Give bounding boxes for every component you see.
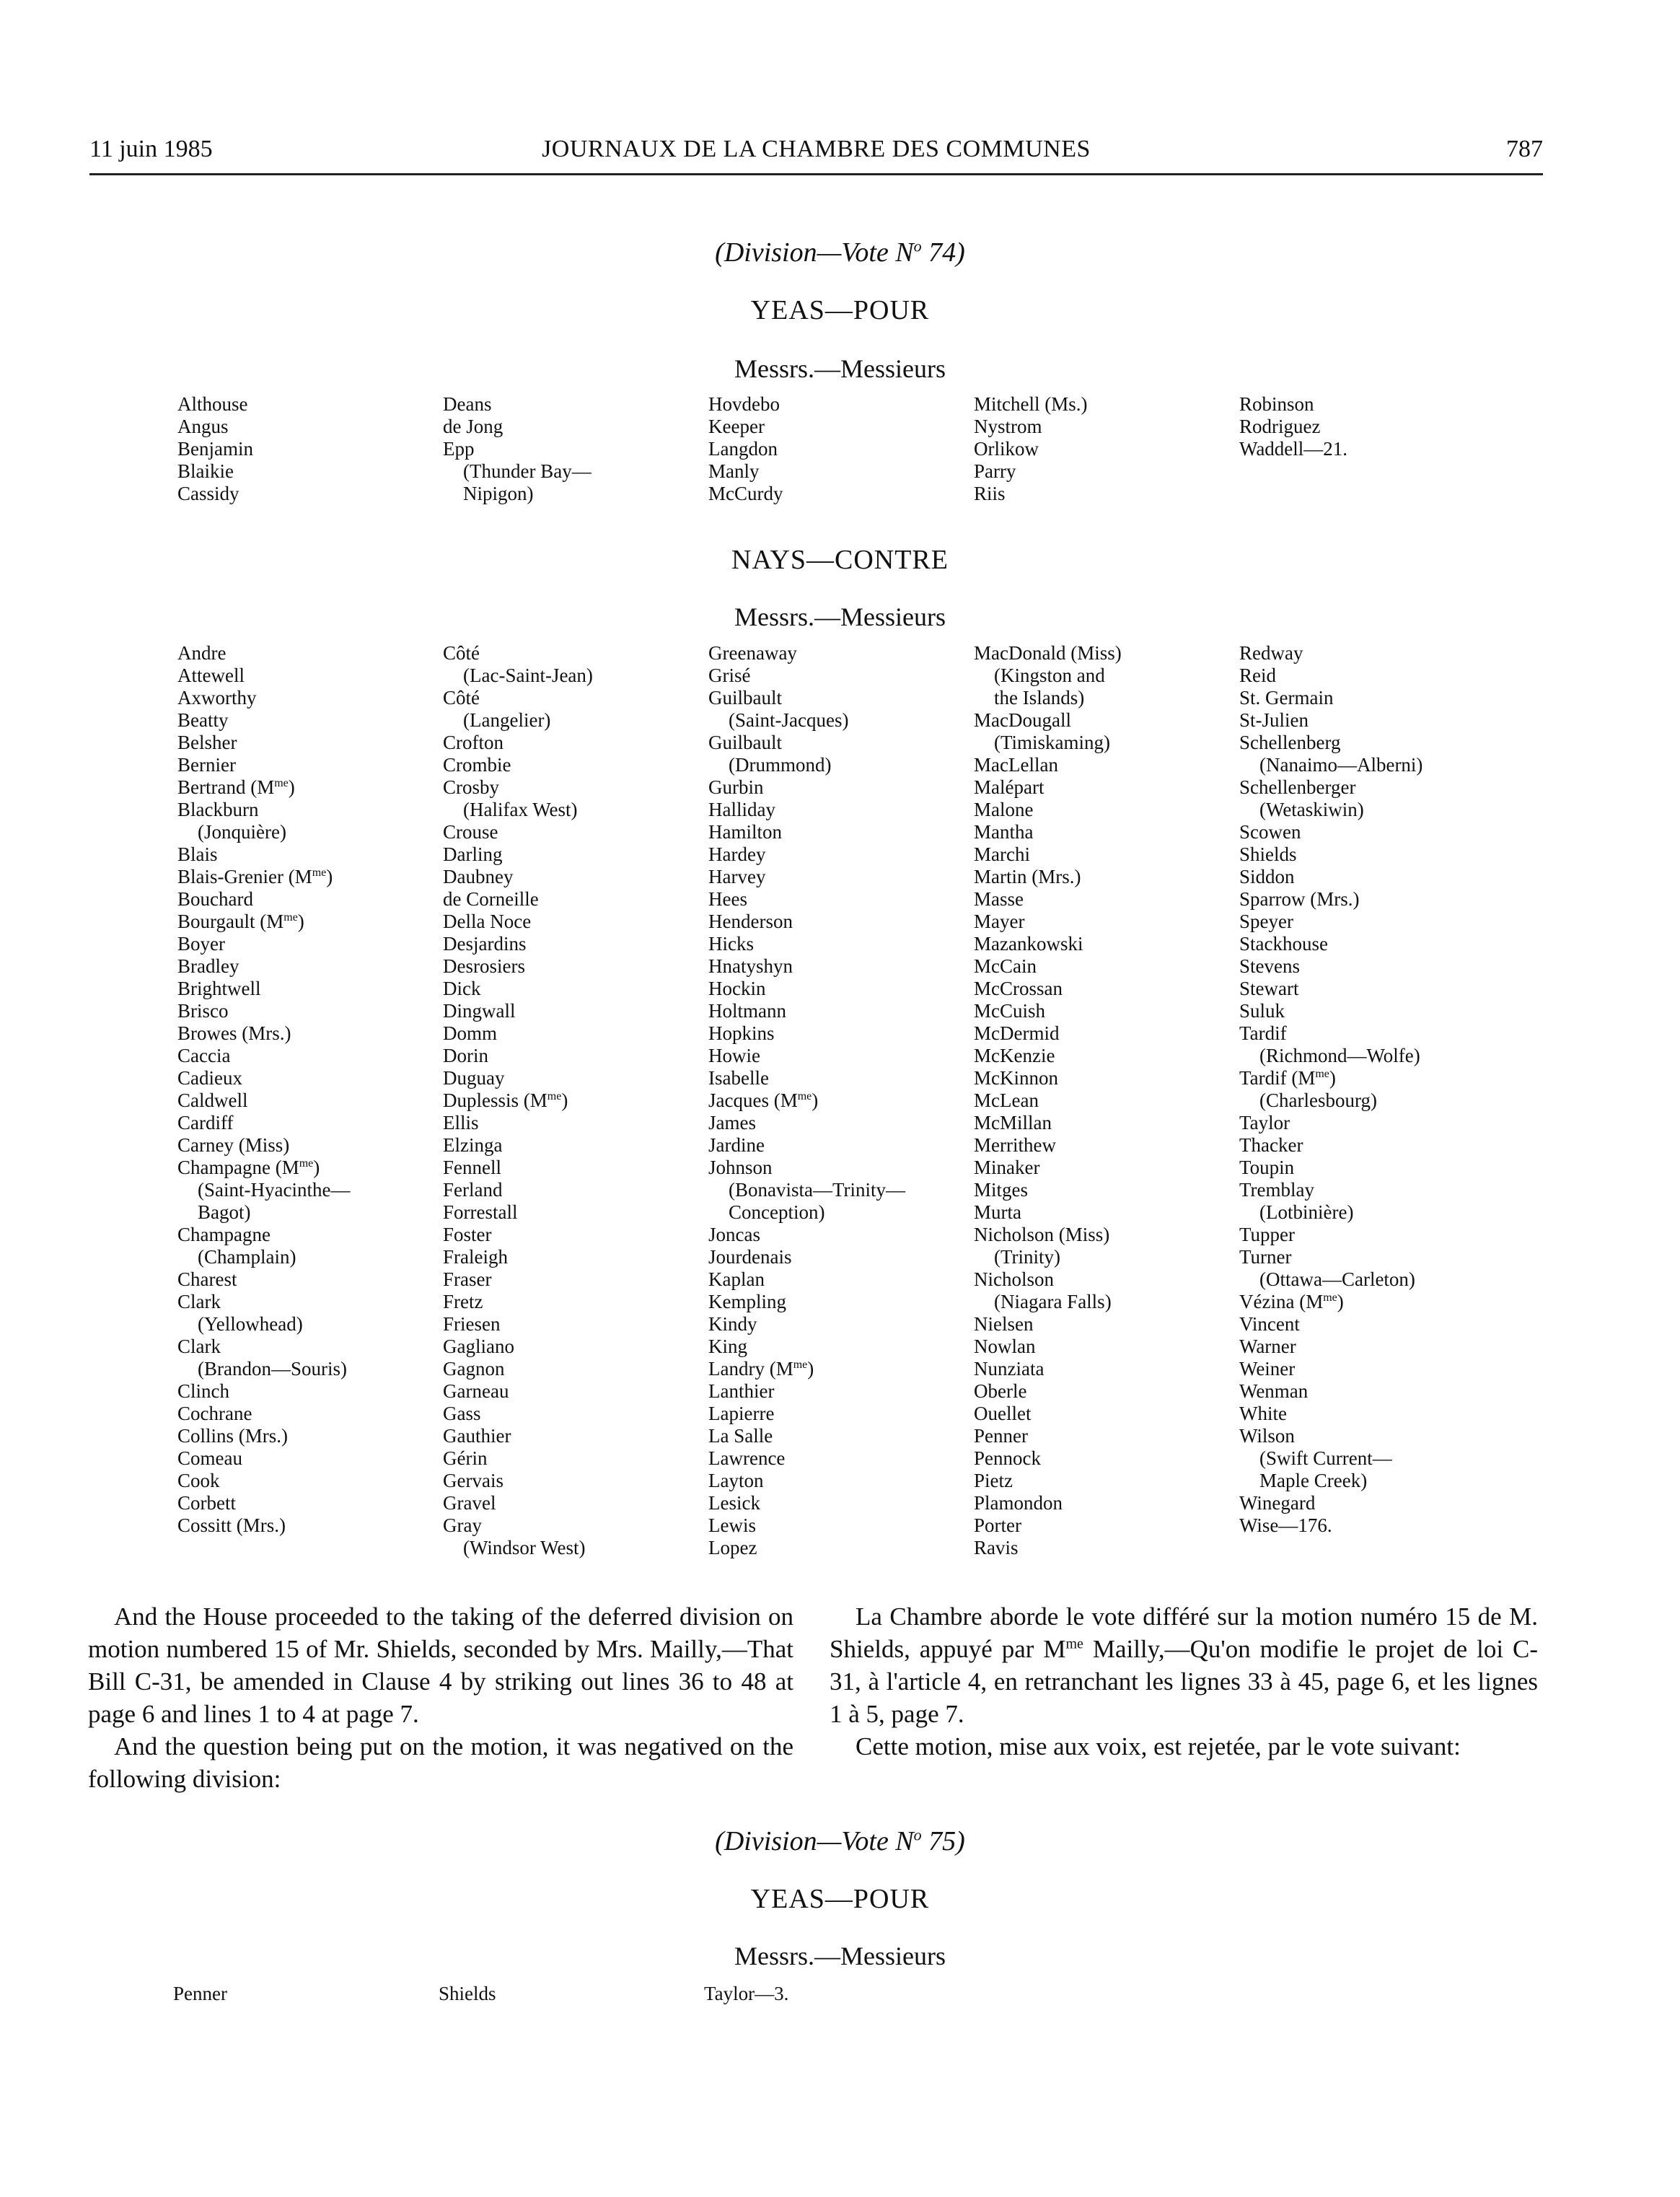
name-entry: Nipigon) — [463, 483, 534, 504]
name-entry: (Trinity) — [994, 1246, 1061, 1268]
name-entry: Bouchard — [177, 888, 253, 910]
name-entry: Fraleigh — [443, 1246, 508, 1268]
name-entry: Gervais — [443, 1470, 503, 1491]
name-entry: Althouse — [177, 393, 248, 415]
name-entry: Reid — [1239, 665, 1276, 686]
name-entry: (Brandon—Souris) — [198, 1358, 347, 1380]
name-entry: (Halifax West) — [463, 799, 578, 820]
name-entry: Greenaway — [708, 642, 797, 664]
name-entry: Duplessis $(M^{me})$ — [443, 1089, 568, 1111]
name-entry: Ferland — [443, 1179, 503, 1201]
name-entry: Joncas — [708, 1224, 760, 1245]
name-entry: Bernier — [177, 754, 236, 776]
name-entry: White — [1239, 1403, 1287, 1424]
name-entry: Oberle — [974, 1380, 1027, 1402]
name-entry: Clark — [177, 1336, 221, 1357]
name-entry: Deans — [443, 393, 492, 415]
name-entry: Domm — [443, 1022, 498, 1044]
name-entry: Layton — [708, 1470, 764, 1491]
name-entry: Murta — [974, 1201, 1021, 1223]
name-entry: McCurdy — [708, 483, 783, 504]
name-entry: (Timiskaming) — [994, 732, 1111, 753]
name-entry: Ravis — [974, 1537, 1019, 1558]
name-entry: Cassidy — [177, 483, 239, 504]
name-entry: Gagliano — [443, 1336, 514, 1357]
name-entry: Schellenberg — [1239, 732, 1341, 753]
name-entry: Suluk — [1239, 1000, 1285, 1022]
header-title: JOURNAUX DE LA CHAMBRE DES COMMUNES — [542, 136, 1091, 162]
name-entry: Browes (Mrs.) — [177, 1022, 291, 1044]
name-entry: Robinson — [1239, 393, 1314, 415]
name-entry: Comeau — [177, 1447, 242, 1469]
name-entry: McKenzie — [974, 1045, 1055, 1066]
name-entry: Nystrom — [974, 416, 1042, 437]
name-column — [974, 393, 1239, 505]
name-entry: Bradley — [177, 955, 239, 977]
name-entry: Halliday — [708, 799, 775, 820]
name-entry: Maple Creek) — [1259, 1470, 1368, 1491]
name-entry: Sparrow (Mrs.) — [1239, 888, 1360, 910]
name-entry: Harvey — [708, 866, 766, 887]
name-entry: Collins (Mrs.) — [177, 1425, 289, 1447]
name-entry: Crofton — [443, 732, 503, 753]
name-entry: Duguay — [443, 1067, 505, 1089]
name-entry: (Yellowhead) — [198, 1313, 303, 1335]
name-entry: Mitchell (Ms.) — [974, 393, 1088, 415]
name-entry: Landry $(M^{me})$ — [708, 1358, 814, 1380]
nays-heading-74: NAYS—CONTRE — [731, 545, 949, 575]
name-entry: Porter — [974, 1514, 1021, 1536]
name-entry: Parry — [974, 460, 1016, 482]
name-entry: McCrossan — [974, 978, 1063, 999]
name-entry: Crouse — [443, 821, 498, 843]
name-column — [177, 642, 443, 1559]
name-column — [708, 642, 974, 1559]
name-entry: Stevens — [1239, 955, 1300, 977]
name-entry: Blais-Grenier $(M^{me})$ — [177, 866, 333, 887]
name-entry: Foster — [443, 1224, 492, 1245]
name-entry: Tupper — [1239, 1224, 1296, 1245]
name-entry: (Charlesbourg) — [1259, 1089, 1377, 1111]
name-entry: Winegard — [1239, 1492, 1316, 1514]
name-entry: Beatty — [177, 709, 229, 731]
name-entry: Martin (Mrs.) — [974, 866, 1081, 887]
name-entry: Belsher — [177, 732, 237, 753]
name-entry: (Lotbinière) — [1259, 1201, 1354, 1223]
name-entry: Wenman — [1239, 1380, 1309, 1402]
name-entry: Gravel — [443, 1492, 496, 1514]
name-entry: Ouellet — [974, 1403, 1032, 1424]
name-entry: Lewis — [708, 1514, 756, 1536]
name-entry: Taylor — [1239, 1112, 1290, 1133]
name-entry: (Nanaimo—Alberni) — [1259, 754, 1423, 776]
name-entry: McDermid — [974, 1022, 1060, 1044]
name-entry: Bagot) — [198, 1201, 251, 1223]
name-entry: Caccia — [177, 1045, 231, 1066]
page-header — [89, 136, 1543, 175]
name-entry: Conception) — [729, 1201, 825, 1223]
name-entry: Blais — [177, 843, 218, 865]
name-entry: Riis — [974, 483, 1006, 504]
name-entry: Darling — [443, 843, 503, 865]
name-entry: Champagne — [177, 1224, 271, 1245]
name-entry: Côté — [443, 642, 480, 664]
name-entry: (Saint-Hyacinthe— — [198, 1179, 351, 1201]
name-entry: McCain — [974, 955, 1037, 977]
name-entry: Shields — [1239, 843, 1297, 865]
name-entry: Côté — [443, 687, 480, 709]
name-entry: de Corneille — [443, 888, 539, 910]
name-entry: McKinnon — [974, 1067, 1058, 1089]
name-entry: Hovdebo — [708, 393, 780, 415]
name-entry: Howie — [708, 1045, 760, 1066]
english-paragraph-1: And the House proceeded to the taking of the deferred division on motion numbered 15 of Mr. Shields, seconded by Mrs. Mailly,—That Bill C-31, be amended in Clause 4 by striking out lines 36 to 48 at page 6 and lines 1 to 4 at page 7. — [88, 1602, 793, 1728]
name-entry: Gray — [443, 1514, 482, 1536]
name-entry: Mayer — [974, 911, 1025, 932]
name-entry: Mazankowski — [974, 933, 1083, 955]
name-entry: Champagne $(M^{me})$ — [177, 1157, 320, 1178]
name-entry: MacDougall — [974, 709, 1071, 731]
name-entry: Isabelle — [708, 1067, 769, 1089]
name-entry: Brightwell — [177, 978, 261, 999]
name-entry: Nicholson — [974, 1268, 1054, 1290]
name-column — [1239, 642, 1505, 1559]
name-entry: Benjamin — [177, 438, 253, 460]
name-entry: Nielsen — [974, 1313, 1034, 1335]
name-entry: the Islands) — [994, 687, 1085, 709]
name-entry: Lawrence — [708, 1447, 786, 1469]
name-entry: Carney (Miss) — [177, 1134, 290, 1156]
name-entry: Andre — [177, 642, 227, 664]
name-entry: Speyer — [1239, 911, 1293, 932]
name-entry: Nunziata — [974, 1358, 1044, 1380]
name-entry: Gagnon — [443, 1358, 505, 1380]
name-entry: Orlikow — [974, 438, 1039, 460]
name-entry: (Niagara Falls) — [994, 1291, 1112, 1312]
name-entry: Caldwell — [177, 1089, 248, 1111]
name-entry: (Windsor West) — [463, 1537, 586, 1558]
name-entry: Masse — [974, 888, 1024, 910]
yeas-74-list — [177, 393, 1519, 505]
name-entry: (Ottawa—Carleton) — [1259, 1268, 1415, 1290]
name-entry: Rodriguez — [1239, 416, 1321, 437]
name-entry: Malépart — [974, 776, 1044, 798]
name-column — [443, 393, 708, 505]
name-entry: Boyer — [177, 933, 225, 955]
name-entry: Crosby — [443, 776, 500, 798]
name-entry: Johnson — [708, 1157, 773, 1178]
name-entry: Cadieux — [177, 1067, 242, 1089]
name-entry: Redway — [1239, 642, 1303, 664]
name-entry: Dingwall — [443, 1000, 516, 1022]
name-entry: Charest — [177, 1268, 237, 1290]
name-entry: Desrosiers — [443, 955, 525, 977]
name-entry: Desjardins — [443, 933, 527, 955]
yeas-heading-74: YEAS—POUR — [750, 295, 930, 325]
name-entry: McMillan — [974, 1112, 1052, 1133]
yeas-messrs-74: Messrs.—Messieurs — [734, 354, 946, 383]
name-entry: Angus — [177, 416, 229, 437]
name-entry: Crombie — [443, 754, 511, 776]
name-column — [708, 393, 974, 505]
name-entry: Taylor—3. — [704, 1983, 789, 2004]
english-paragraph-2: And the question being put on the motion, it was negatived on the following division: — [88, 1732, 793, 1793]
name-entry: de Jong — [443, 416, 503, 437]
name-entry: Brisco — [177, 1000, 229, 1022]
name-entry: Lesick — [708, 1492, 760, 1514]
name-entry: Cochrane — [177, 1403, 252, 1424]
name-entry: (Drummond) — [729, 754, 832, 776]
name-entry: Tardif — [1239, 1022, 1287, 1044]
name-entry: Guilbault — [708, 732, 782, 753]
name-entry: Clark — [177, 1291, 221, 1312]
name-entry: (Swift Current— — [1259, 1447, 1392, 1469]
name-entry: Hardey — [708, 843, 766, 865]
french-paragraph-2: Cette motion, mise aux voix, est rejetée, par le vote suivant: — [856, 1732, 1461, 1760]
name-entry: (Champlain) — [198, 1246, 296, 1268]
name-entry: Hopkins — [708, 1022, 775, 1044]
name-entry: (Richmond—Wolfe) — [1259, 1045, 1420, 1066]
name-entry: Kempling — [708, 1291, 786, 1312]
name-entry: Blackburn — [177, 799, 259, 820]
name-entry: Stewart — [1239, 978, 1299, 999]
name-entry: Mitges — [974, 1179, 1029, 1201]
name-entry: Clinch — [177, 1380, 229, 1402]
name-entry: McLean — [974, 1089, 1039, 1111]
name-entry: Weiner — [1239, 1358, 1296, 1380]
name-entry: Hicks — [708, 933, 754, 955]
name-entry: La Salle — [708, 1425, 773, 1447]
name-column — [1239, 393, 1505, 505]
name-entry: Wilson — [1239, 1425, 1295, 1447]
name-entry: Turner — [1239, 1246, 1292, 1268]
name-entry: (Wetaskiwin) — [1259, 799, 1364, 820]
name-entry: Waddell—21. — [1239, 438, 1348, 460]
name-entry: Hockin — [708, 978, 766, 999]
name-entry: Manly — [708, 460, 760, 482]
name-entry: Vézina $(M^{me})$ — [1239, 1291, 1344, 1312]
division-74-title: (Division—Vote $N^o$ 74) — [715, 237, 965, 268]
name-entry: Penner — [974, 1425, 1028, 1447]
name-entry: (Thunder Bay— — [463, 460, 591, 482]
name-entry: McCuish — [974, 1000, 1046, 1022]
name-entry: Dick — [443, 978, 481, 999]
name-entry: Jardine — [708, 1134, 765, 1156]
name-entry: Vincent — [1239, 1313, 1300, 1335]
name-entry: Siddon — [1239, 866, 1295, 887]
name-entry: Cossitt (Mrs.) — [177, 1514, 286, 1536]
name-entry: Minaker — [974, 1157, 1040, 1178]
french-paragraph-1: La Chambre aborde le vote différé sur la motion numéro 15 de M. Shields, appuyé par $M^{me}$ Mailly,—Qu'on modifie le projet de loi C-31, à l'article 4, en retranchant les lignes 33 à 45, page 6, et les lignes 1 à 5, page 7. — [830, 1602, 1538, 1728]
name-entry: Mantha — [974, 821, 1034, 843]
name-entry: Attewell — [177, 665, 245, 686]
name-entry: Hees — [708, 888, 747, 910]
name-entry: St. Germain — [1239, 687, 1334, 709]
name-entry: MacDonald (Miss) — [974, 642, 1122, 664]
page-number: 787 — [1506, 136, 1543, 162]
name-entry: Kaplan — [708, 1268, 765, 1290]
name-entry: Pietz — [974, 1470, 1013, 1491]
name-entry: Lopez — [708, 1537, 757, 1558]
name-entry: Ellis — [443, 1112, 479, 1133]
name-entry: Wise—176. — [1239, 1514, 1332, 1536]
name-entry: Schellenberger — [1239, 776, 1356, 798]
name-entry: Garneau — [443, 1380, 509, 1402]
name-entry: Epp — [443, 438, 475, 460]
name-column — [974, 642, 1239, 1559]
name-entry: Nicholson (Miss) — [974, 1224, 1110, 1245]
name-entry: James — [708, 1112, 756, 1133]
name-entry: Merrithew — [974, 1134, 1056, 1156]
name-entry: Lapierre — [708, 1403, 775, 1424]
name-entry: Cook — [177, 1470, 220, 1491]
name-entry: (Kingston and — [994, 665, 1105, 686]
name-entry: Thacker — [1239, 1134, 1303, 1156]
name-column — [443, 642, 708, 1559]
nays-messrs-74: Messrs.—Messieurs — [734, 602, 946, 631]
name-entry: Bourgault $(M^{me})$ — [177, 911, 304, 932]
name-entry: Forrestall — [443, 1201, 518, 1223]
name-entry: (Langelier) — [463, 709, 551, 731]
name-entry: Pennock — [974, 1447, 1041, 1469]
name-entry: Warner — [1239, 1336, 1296, 1357]
name-entry: Lanthier — [708, 1380, 775, 1402]
name-entry: Penner — [173, 1983, 227, 2004]
name-entry: Corbett — [177, 1492, 236, 1514]
name-entry: Toupin — [1239, 1157, 1295, 1178]
name-entry: Daubney — [443, 866, 514, 887]
name-entry: Axworthy — [177, 687, 257, 709]
yeas-75-list — [173, 1983, 894, 2012]
name-entry: MacLellan — [974, 754, 1058, 776]
name-entry: Cardiff — [177, 1112, 234, 1133]
name-entry: Henderson — [708, 911, 793, 932]
yeas-messrs-75: Messrs.—Messieurs — [734, 1942, 946, 1970]
name-entry: Kindy — [708, 1313, 757, 1335]
yeas-heading-75: YEAS—POUR — [750, 1884, 930, 1914]
name-entry: Fretz — [443, 1291, 483, 1312]
name-entry: Gérin — [443, 1447, 488, 1469]
name-entry: Shields — [439, 1983, 496, 2004]
name-entry: Gauthier — [443, 1425, 511, 1447]
name-entry: (Lac-Saint-Jean) — [463, 665, 593, 686]
name-entry: Gass — [443, 1403, 481, 1424]
name-entry: Guilbault — [708, 687, 782, 709]
name-entry: King — [708, 1336, 747, 1357]
name-entry: Hamilton — [708, 821, 782, 843]
name-entry: Scowen — [1239, 821, 1301, 843]
name-entry: Hnatyshyn — [708, 955, 793, 977]
name-column — [177, 393, 443, 505]
nays-74-list — [177, 642, 1519, 1559]
name-entry: Tremblay — [1239, 1179, 1315, 1201]
name-entry: Stackhouse — [1239, 933, 1328, 955]
name-entry: Tardif $(M^{me})$ — [1239, 1067, 1336, 1089]
name-entry: (Jonquière) — [198, 821, 286, 843]
name-entry: Elzinga — [443, 1134, 503, 1156]
name-entry: Bertrand $(M^{me})$ — [177, 776, 295, 798]
name-entry: Malone — [974, 799, 1034, 820]
name-entry: Grisé — [708, 665, 751, 686]
name-entry: St-Julien — [1239, 709, 1309, 731]
name-entry: Blaikie — [177, 460, 234, 482]
name-entry: Gurbin — [708, 776, 764, 798]
name-entry: Plamondon — [974, 1492, 1063, 1514]
name-entry: Nowlan — [974, 1336, 1036, 1357]
header-date: 11 juin 1985 — [89, 136, 213, 162]
name-entry: Dorin — [443, 1045, 488, 1066]
division-75-title: (Division—Vote $N^o$ 75) — [715, 1825, 965, 1856]
name-entry: Fennell — [443, 1157, 501, 1178]
name-entry: Holtmann — [708, 1000, 786, 1022]
name-entry: Jourdenais — [708, 1246, 792, 1268]
name-entry: Fraser — [443, 1268, 492, 1290]
name-entry: (Bonavista—Trinity— — [729, 1179, 906, 1201]
name-entry: Keeper — [708, 416, 765, 437]
name-entry: Jacques $(M^{me})$ — [708, 1089, 819, 1111]
name-entry: Langdon — [708, 438, 778, 460]
name-entry: Friesen — [443, 1313, 501, 1335]
name-entry: Marchi — [974, 843, 1030, 865]
name-entry: Della Noce — [443, 911, 532, 932]
name-entry: (Saint-Jacques) — [729, 709, 849, 731]
